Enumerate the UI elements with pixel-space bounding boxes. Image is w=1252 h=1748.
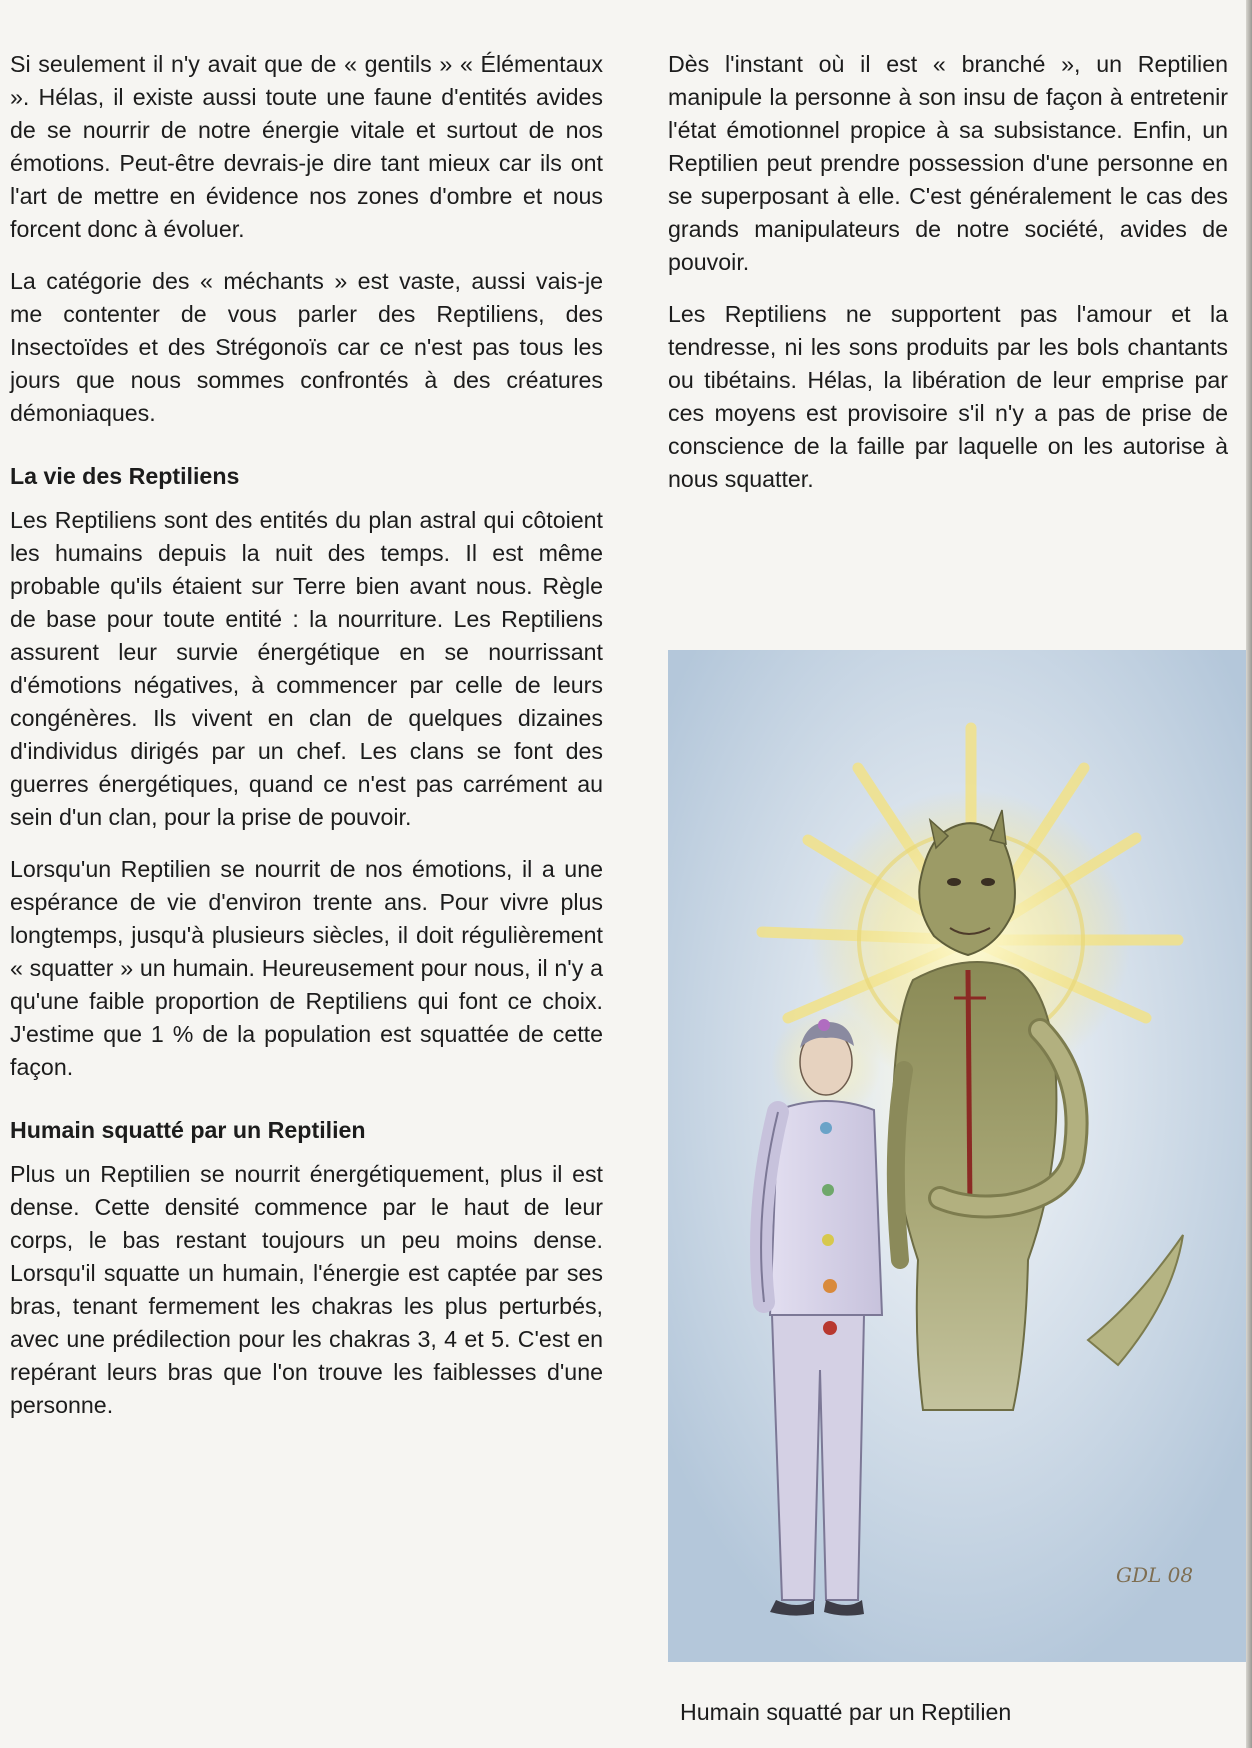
- paragraph-vie-reptiliens: Les Reptiliens sont des entités du plan astral qui côtoient les humains depuis la nuit des temps. Il est même probable qu'ils étaient sur Terre bien avant nous. Règle de base pour toute entité : la nourriture. Les Reptiliens assurent leur survie énergétique en se nourrissant d'émotions négatives, à commencer par celle de leurs congénères. Ils vivent en clan de quelques dizaines d'individus dirigés par un chef. Les clans se font des guerres énergétiques, quand ce n'est pas carrément au sein d'un clan, pour la prise de pouvoir.: [10, 507, 603, 830]
- reptilian-illustration: [668, 650, 1246, 1662]
- paragraph-amour-tendresse: Les Reptiliens ne supportent pas l'amour et la tendresse, ni les sons produits par les bols chantants ou tibétains. Hélas, la libération de leur emprise par ces moyens est provisoire s'il n'y a pas de prise de conscience de la faille par laquelle on les autorise à nous squatter.: [668, 301, 1228, 492]
- page-edge: [1246, 0, 1252, 1748]
- figure-caption: Humain squatté par un Reptilien: [680, 1699, 1012, 1725]
- paragraph-densite: Plus un Reptilien se nourrit énergétiquement, plus il est dense. Cette densité commence par le haut de leur corps, le bas restant toujours un peu moins dense. Lorsqu'il squatte un humain, l'énergie est captée par ses bras, tenant fermement les chakras les plus perturbés, avec une prédilection pour les chakras 3, 4 et 5. C'est en repérant leurs bras que l'on trouve les faiblesses d'une personne.: [10, 1161, 603, 1418]
- paragraph-esperance-vie: Lorsqu'un Reptilien se nourrit de nos émotions, il a une espérance de vie d'environ trente ans. Pour vivre plus longtemps, jusqu'à plusieurs siècles, il doit régulièrement « squatter » un humain. Heureusement pour nous, il n'y a qu'une faible proportion de Reptiliens qui font ce choix. J'estime que 1 % de la population est squattée de cette façon.: [10, 856, 603, 1080]
- paragraph-mechants: La catégorie des « méchants » est vaste, aussi vais-je me contenter de vous parler des Reptiliens, des Insectoïdes et des Strégonoïs car ce n'est pas tous les jours que nous sommes confrontés à des créatures démoniaques.: [10, 268, 603, 426]
- artist-signature: GDL 08: [1116, 1563, 1194, 1587]
- paragraph-intro: Si seulement il n'y avait que de « gentils » « Élémentaux ». Hélas, il existe aussi toute une faune d'entités avides de se nourrir de notre énergie vitale et surtout de nos émotions. Peut-être devrais-je dire tant mieux car ils ont l'art de mettre en évidence nos zones d'ombre et nous forcent donc à évoluer.: [10, 51, 603, 242]
- heading-humain-squatte: Humain squatté par un Reptilien: [10, 1117, 366, 1143]
- paragraph-branche: Dès l'instant où il est « branché », un Reptilien manipule la personne à son insu de façon à entretenir l'état émotionnel propice à sa subsistance. Enfin, un Reptilien peut prendre possession d'une personne en se superposant à elle. C'est généralement le cas des grands manipulateurs de notre société, avides de pouvoir.: [668, 51, 1228, 275]
- right-column: [668, 48, 1228, 515]
- heading-vie-reptiliens: La vie des Reptiliens: [10, 463, 240, 489]
- left-column: [10, 48, 603, 1441]
